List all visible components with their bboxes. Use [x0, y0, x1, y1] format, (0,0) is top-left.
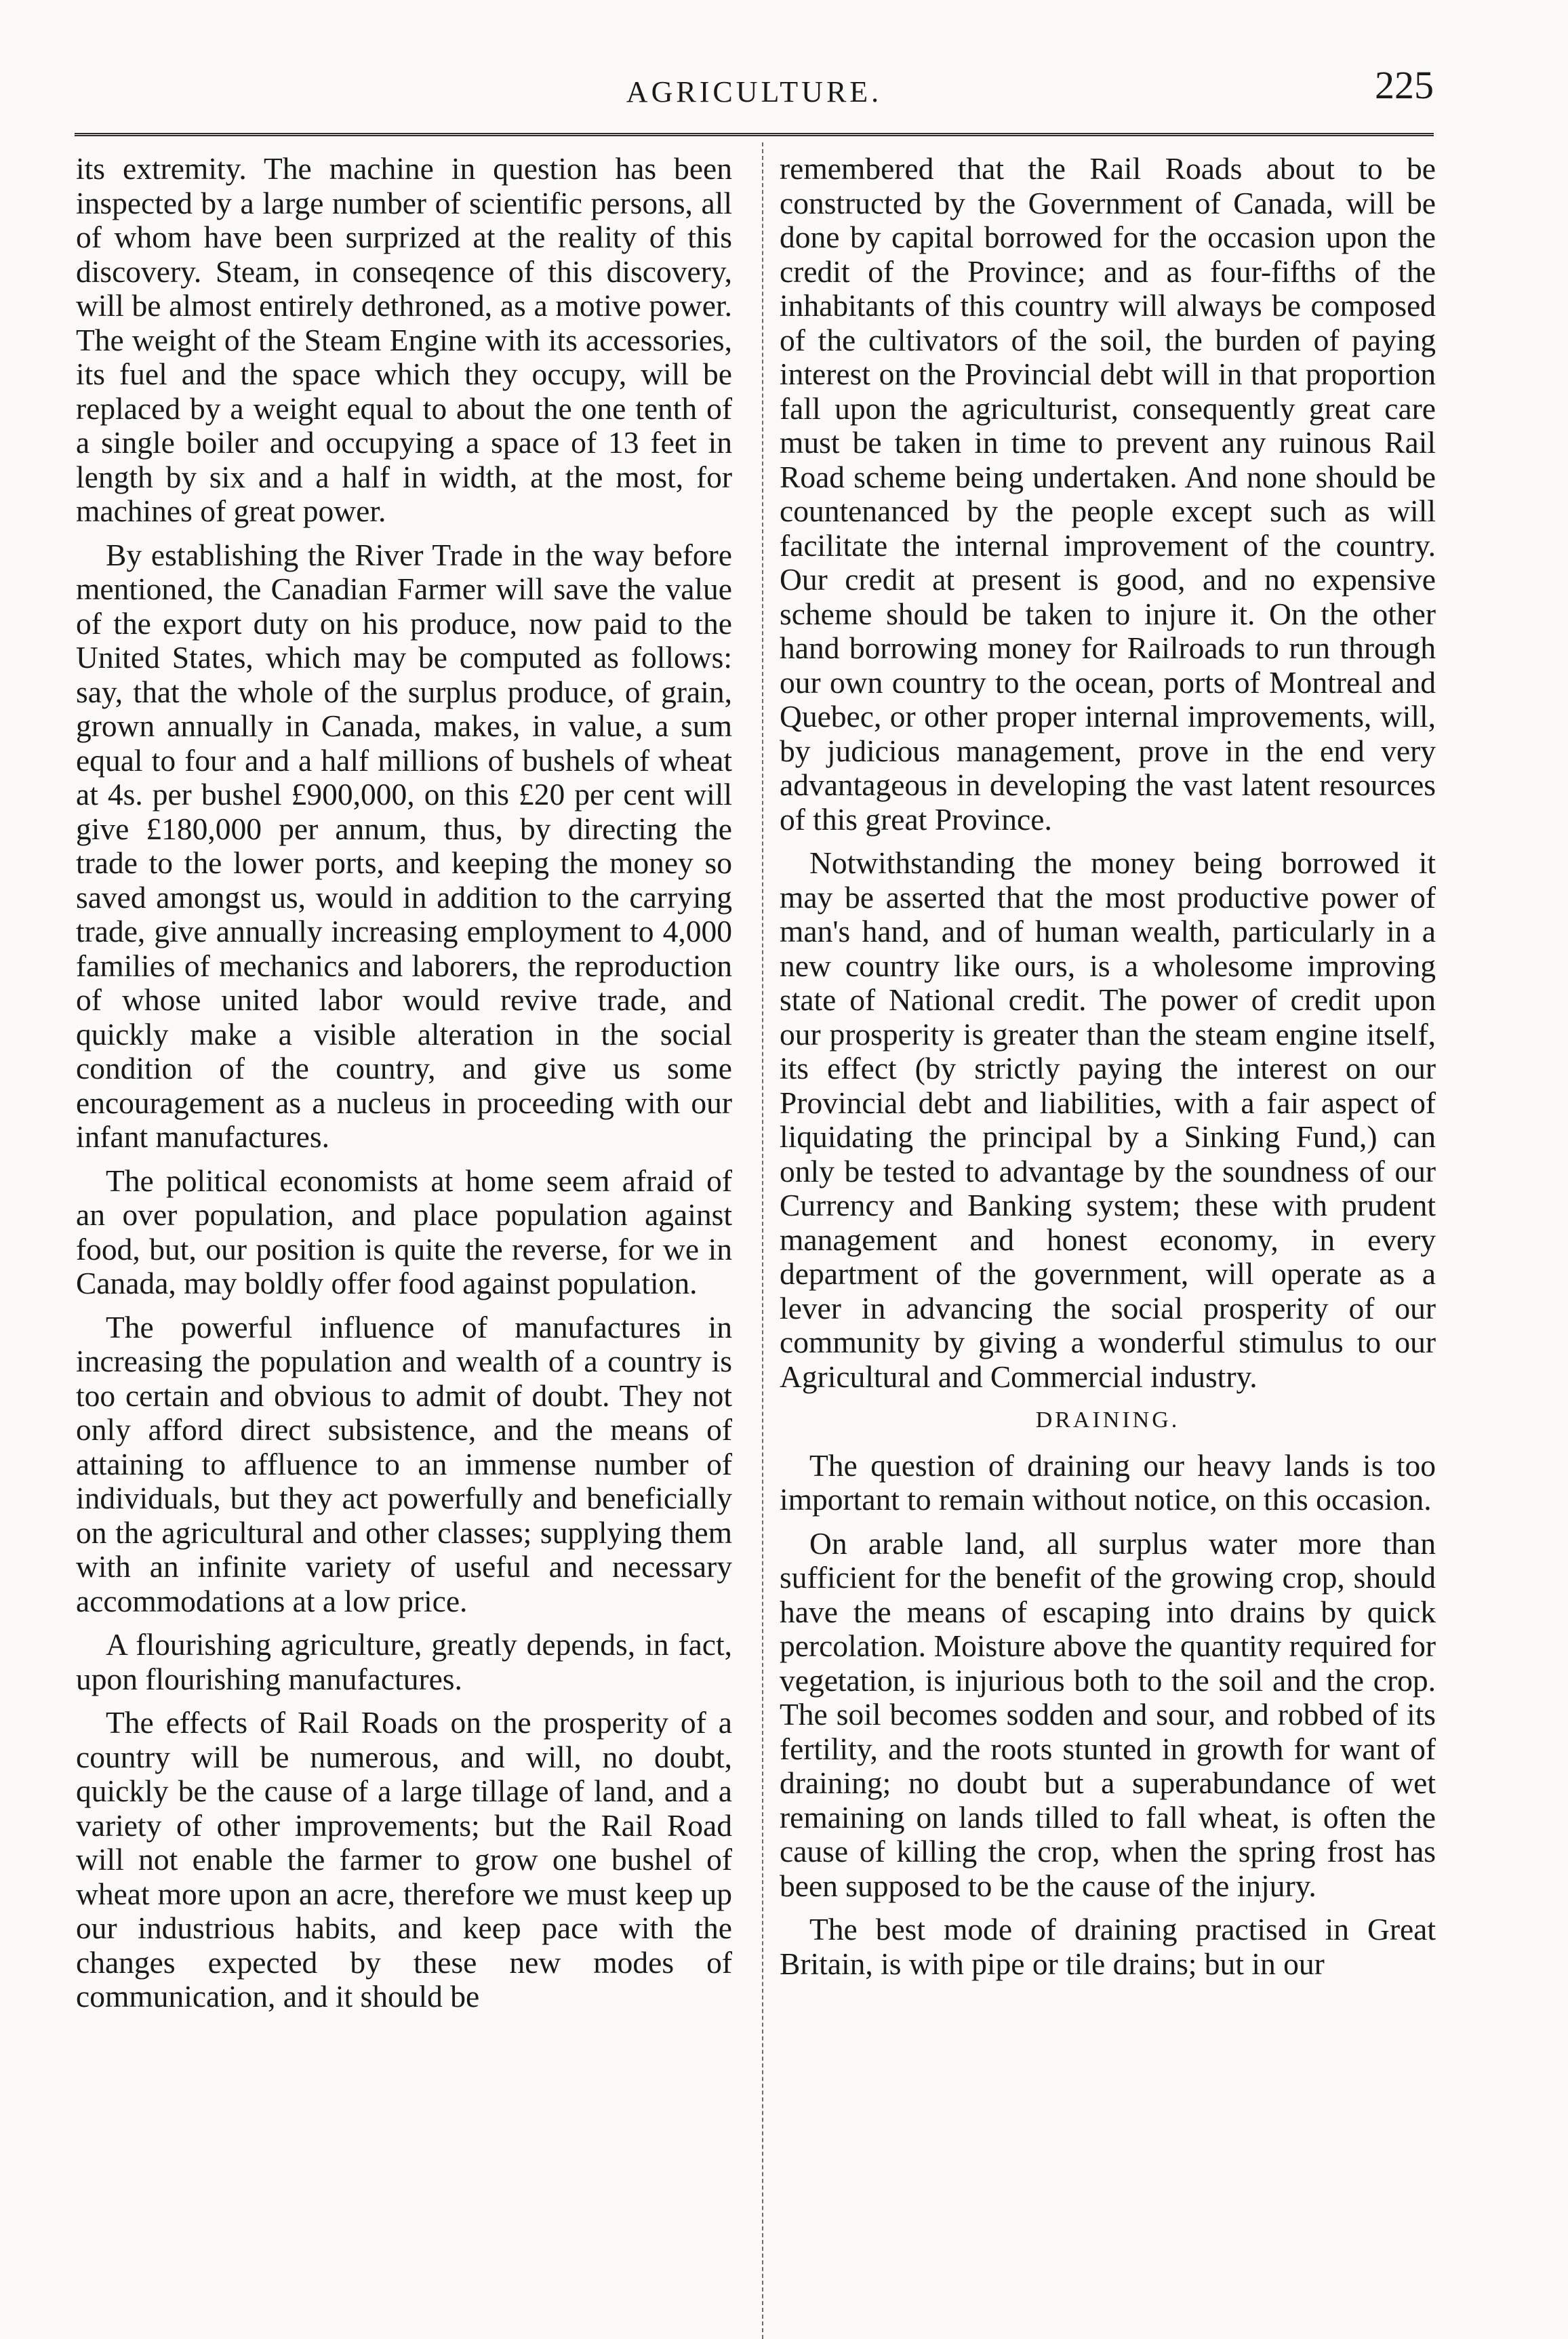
paragraph: The best mode of draining practised in Great Britain, is with pipe or tile drains; but in our — [780, 1912, 1436, 1981]
running-head: AGRICULTURE. — [626, 75, 883, 108]
paragraph: On arable land, all surplus water more than sufficient for the benefit of the growing crop, should have the means of escaping into drains by quick percolation. Moisture above the quantity required for vegetation, is injurious both to the soil and the crop. The soil becomes sodden and sour, and robbed of its fertility, and the roots stunted in growth for want of draining; no doubt but a superabundance of wet remaining on lands tilled to fall wheat, is often the cause of killing the crop, when the spring frost has been supposed to be the cause of the injury. — [780, 1525, 1436, 1903]
left-column — [76, 152, 732, 2024]
paragraph: The question of draining our heavy lands is too important to remain without notice, on this occasion. — [780, 1447, 1436, 1517]
paragraph: its extremity. The machine in question has been inspected by a large number of scientific persons, all of whom have been surprized at the reality of this discovery. Steam, in conseqence of this discovery, will be almost entirely dethroned, as a motive power. The weight of the Steam Engine with its accessories, its fuel and the space which they occupy, will be replaced by a weight equal to about the one tenth of a single boiler and occupying a space of 13 feet in length by six and a half in width, at the most, for machines of great power. — [76, 151, 732, 528]
paragraph: A flourishing agriculture, greatly depends, in fact, upon flourishing manufactures. — [76, 1627, 732, 1696]
paragraph: Notwithstanding the money being borrowed it may be asserted that the most productive power of man's hand, and of human wealth, particularly in a new country like ours, is a wholesome improving state of National credit. The power of credit upon our prosperity is greater than the steam engine itself, its effect (by strictly paying the interest on our Provincial debt and liabilities, with a fair aspect of liquidating the principal by a Sinking Fund,) can only be tested to advantage by the soundness of our Currency and Banking system; these with prudent management and honest economy, in every department of the government, will operate as a lever in advancing the social prosperity of our community by giving a wonderful stimulus to our Agricultural and Commercial industry. — [780, 845, 1436, 1394]
paragraph: remembered that the Rail Roads about to be constructed by the Government of Canada, will be done by capital borrowed for the occasion upon the credit of the Province; and as four-fifths of the inhabitants of this country will always be composed of the cultivators of the soil, the burden of paying interest on the Provincial debt will in that proportion fall upon the agriculturist, consequently great care must be taken in time to prevent any ruinous Rail Road scheme being undertaken. And none should be countenanced by the people except such as will facilitate the internal improvement of the country. Our credit at present is good, and no expensive scheme should be taken to injure it. On the other hand borrowing money for Railroads to run through our own country to the ocean, ports of Montreal and Quebec, or other proper internal improvements, will, by judicious management, prove in the end very advantageous in developing the vast latent resources of this great Province. — [780, 151, 1436, 837]
page-number: 225 — [1375, 63, 1434, 107]
right-column — [780, 152, 1436, 1991]
page-header — [75, 60, 1434, 114]
paragraph: By establishing the River Trade in the way before mentioned, the Canadian Farmer will save the value of the export duty on his produce, now paid to the United States, which may be computed as follows: say, that the whole of the surplus produce, of grain, grown annually in Canada, makes, in value, a sum equal to four and a half millions of bushels of wheat at 4s. per bushel £900,000, on this £20 per cent will give £180,000 per annum, thus, by directing the trade to the lower ports, and keeping the money so saved amongst us, would in addition to the carrying trade, give annually increasing employment to 4,000 families of mechanics and laborers, the reproduction of whose united labor would revive trade, and quickly make a visible alteration in the social condition of the country, and give us some encouragement as a nucleus in proceeding with our infant manufactures. — [76, 537, 732, 1154]
paragraph: The political economists at home seem afraid of an over population, and place population against food, but, our position is quite the reverse, for we in Canada, may boldly offer food against population. — [76, 1163, 732, 1300]
section-heading: DRAINING. — [1035, 1407, 1180, 1433]
paragraph: The effects of Rail Roads on the prosperity of a country will be numerous, and will, no doubt, quickly be the cause of a large tillage of land, and a variety of other improvements; but the Rail Road will not enable the farmer to grow one bushel of wheat more upon an acre, therefore we must keep up our industrious habits, and keep pace with the changes expected by these new modes of communication, and it should be — [76, 1705, 732, 2014]
paragraph: The powerful influence of manufactures in increasing the population and wealth of a country is too certain and obvious to admit of doubt. They not only afford direct subsistence, and the means of attaining to affluence to an immense number of individuals, but they act powerfully and beneficially on the agricultural and other classes; supplying them with an infinite variety of useful and necessary accommodations at a low price. — [76, 1309, 732, 1618]
column-divider — [762, 142, 763, 2339]
header-rule — [75, 133, 1434, 136]
